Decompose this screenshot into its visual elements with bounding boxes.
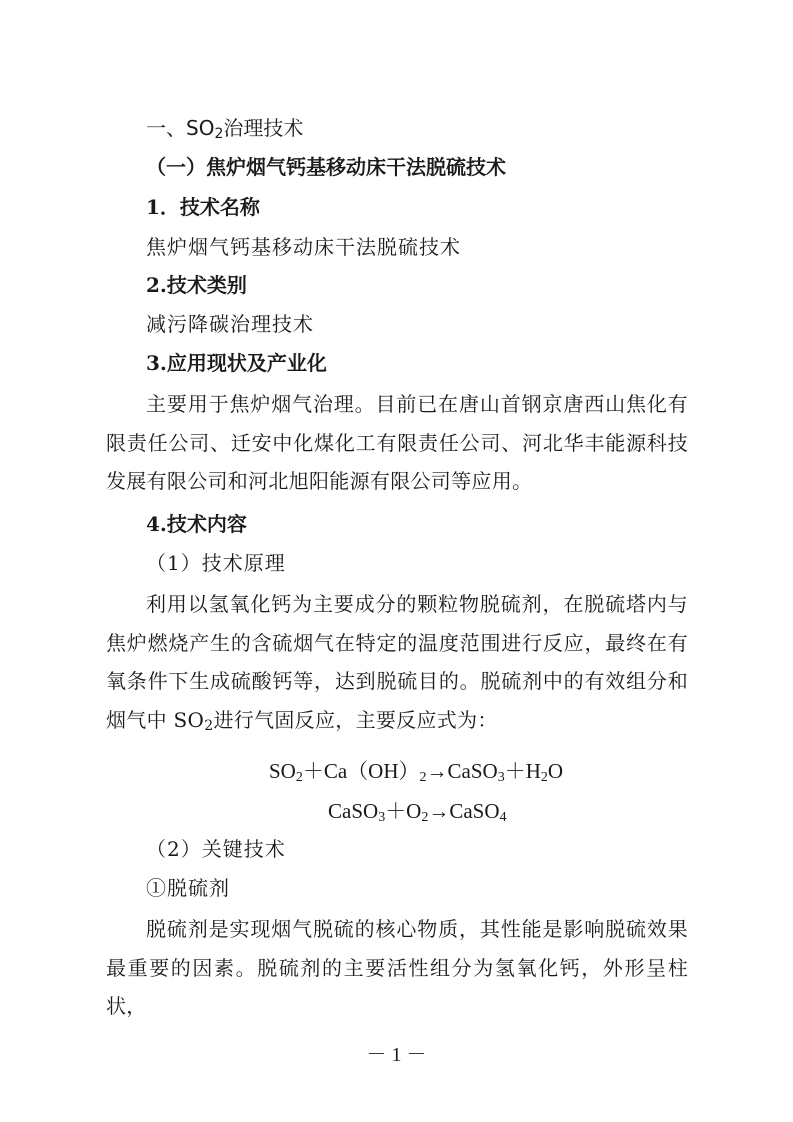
section-1-body: 焦炉烟气钙基移动床干法脱硫技术 <box>146 235 461 259</box>
heading-level1-text: 一、SO <box>146 116 215 140</box>
formula-2-part: ＋O <box>385 799 422 823</box>
page-number: － 1 － <box>366 1044 427 1066</box>
formula-1-subscript: 2 <box>419 770 427 785</box>
formula-1-part: ＋H <box>504 759 541 783</box>
section-1-title: 1．技术名称 <box>146 195 260 219</box>
formula-2-part: CaSO <box>328 799 379 823</box>
formula-1-part: ＋Ca（OH） <box>302 759 420 783</box>
formula-2-subscript: 2 <box>421 810 429 825</box>
section-3-paragraph: 主要用于焦炉烟气治理。目前已在唐山首钢京唐西山焦化有限责任公司、迁安中化煤化工有限责任公司、河北华丰能源科技发展有限公司和河北旭阳能源有限公司等应用。 <box>106 392 688 493</box>
section-4-title: 4.技术内容 <box>146 512 247 536</box>
item-1-title: ①脱硫剂 <box>146 876 230 900</box>
heading-level1 <box>146 114 303 148</box>
reaction-formula-2 <box>328 797 507 832</box>
formula-1-subscript: 3 <box>497 770 505 785</box>
formula-1-subscript: 2 <box>540 770 548 785</box>
desulfurizer-paragraph: 脱硫剂是实现烟气脱硫的核心物质，其性能是影响脱硫效果最重要的因素。脱硫剂的主要活性组分为氢氧化钙，外形呈柱状， <box>106 917 688 1018</box>
formula-1-part: →CaSO <box>426 759 498 783</box>
principle-paragraph <box>106 585 688 745</box>
subsection-2-title: （2）关键技术 <box>146 837 286 861</box>
formula-2-subscript: 4 <box>499 810 507 825</box>
formula-1-part: O <box>547 759 564 783</box>
formula-1-subscript: 2 <box>295 770 303 785</box>
heading-level1-subscript: 2 <box>214 126 224 142</box>
formula-1-part: SO <box>269 759 296 783</box>
section-2-title: 2.技术类别 <box>146 273 247 297</box>
principle-paragraph-text: 利用以氢氧化钙为主要成分的颗粒物脱硫剂，在脱硫塔内与焦炉燃烧产生的含硫烟气在特定的温度范围进行反应，最终在有氧条件下生成硫酸钙等，达到脱硫目的。脱硫剂中的有效组分和烟气中 SO <box>106 592 688 732</box>
heading-level2: （一）焦炉烟气钙基移动床干法脱硫技术 <box>146 155 506 179</box>
section-2-body: 减污降碳治理技术 <box>146 312 314 336</box>
subsection-1-title: （1）技术原理 <box>146 551 286 575</box>
formula-2-part: →CaSO <box>428 799 500 823</box>
heading-level1-suffix: 治理技术 <box>223 116 304 140</box>
section-3-title: 3.应用现状及产业化 <box>146 351 327 375</box>
formula-2-subscript: 3 <box>378 810 386 825</box>
principle-paragraph-end: 进行气固反应，主要反应式为： <box>213 707 498 732</box>
principle-paragraph-subscript: 2 <box>204 717 214 734</box>
reaction-formula-1 <box>269 757 563 792</box>
